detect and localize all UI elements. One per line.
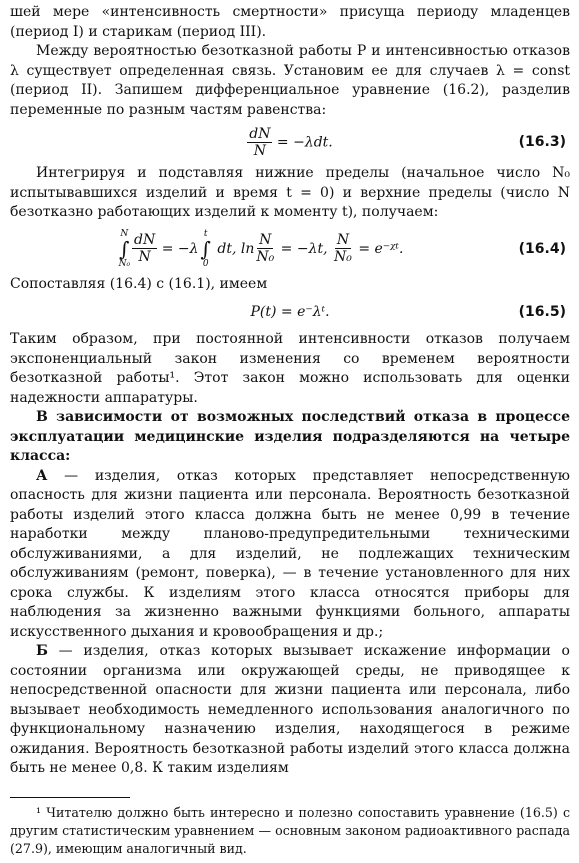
equation-16-4 xyxy=(10,225,570,273)
equation-16-3-label: (16.3) xyxy=(518,134,566,150)
equation-16-4-rest: dt, ln xyxy=(212,240,255,257)
footnote xyxy=(10,804,570,858)
fraction-2-numerator: N xyxy=(259,232,272,248)
integral-1-lower: N₀ xyxy=(118,258,131,269)
paragraph-5: Таким образом, при постоянной интенсивности отказов получаем экспоненциальный закон изменения со временем вероятности безотказной работы¹. Этот закон можно использовать для оценки надежности аппаратуры. xyxy=(10,331,570,406)
equation-16-4-body xyxy=(117,229,404,269)
fraction-3-denominator: N₀ xyxy=(334,249,352,265)
equation-16-4-label: (16.4) xyxy=(518,240,566,257)
equation-16-3 xyxy=(10,122,570,162)
class-b-text: — изделия, отказ которых вызывает искажение информации о состоянии организма или окружающей среды, не приводящее к непосредственной опасности для жизни пациента или персонала, либо вызывает необходимость немедленного использования аналогичного по функциональному назначению изделия, находящегося в режиме ожидания. Вероятность безотказной работы изделий этого класса должна быть не менее 0,8. К таким изделиям xyxy=(10,643,570,776)
integral-2 xyxy=(201,229,211,269)
equation-16-5-body: P(t) = e⁻λᵗ. xyxy=(250,304,330,320)
integral-2-sign: ∫ xyxy=(200,236,211,261)
footnote-divider xyxy=(10,797,130,798)
equation-16-4-rest-3: = e⁻ᵡᵗ. xyxy=(353,240,404,257)
fraction-1-denominator: N xyxy=(138,249,151,265)
fraction-1-numerator: dN xyxy=(134,232,156,248)
document-page xyxy=(10,3,570,858)
equation-16-4-rest-2: = −λt, xyxy=(276,240,332,257)
footnote-text: ¹ Читателю должно быть интересно и полезно сопоставить уравнение (16.5) с другим статистическим уравнением — основным законом радиоактивного распада (27.9), имеющим аналогичный вид. xyxy=(10,804,570,856)
integral-1-sign: ∫ xyxy=(119,236,130,261)
class-b-label: Б xyxy=(36,643,48,659)
equation-16-3-fraction xyxy=(247,126,272,159)
equation-16-4-mid: = −λ xyxy=(157,240,199,257)
paragraph-2: Между вероятностью безотказной работы P и интенсивностью отказов λ существует определенная связь. Установим ее для случаев λ = const (период II). Запишем дифференциальное уравнение (16.2), разделив переменные по разным частям равенства: xyxy=(10,43,570,118)
equation-16-4-fraction-2 xyxy=(254,232,276,265)
equation-16-4-fraction-3 xyxy=(332,232,354,265)
integral-2-lower: 0 xyxy=(202,258,209,269)
equation-16-4-fraction-1 xyxy=(132,232,157,265)
integral-1 xyxy=(119,229,130,269)
equation-16-3-body xyxy=(247,126,333,159)
paragraph-class-a xyxy=(10,467,570,643)
equation-16-3-denominator: N xyxy=(253,142,266,159)
paragraph-3: Интегрируя и подставляя нижние пределы (начальное число N₀ испытывавшихся изделий и время t = 0) и верхние пределы (число N безотказно работающих изделий к моменту t), получаем: xyxy=(10,165,570,220)
equation-16-5-label: (16.5) xyxy=(518,304,566,320)
fraction-2-denominator: N₀ xyxy=(256,249,275,265)
equation-16-5 xyxy=(10,296,570,328)
class-a-text: — изделия, отказ которых представляет непосредственную опасность для жизни пациента или персонала. Вероятность безотказной работы изделий этого класса должна быть не менее 0,99 в течение наработки между планово-предупредительными техническими обслуживаниями, а для изделий, не подлежащих техническим обслуживаниям (ремонт, поверка), — в течение установленного для них срока службы. К изделиям этого класса относятся приборы для наблюдения за жизненно важными функциями больного, аппараты искусственного дыхания и кровообращения и др.; xyxy=(10,467,570,640)
paragraph-6: В зависимости от возможных последствий отказа в процессе эксплуатации медицинские изделия подразделяются на четыре класса: xyxy=(10,409,570,464)
class-a-label: А xyxy=(36,467,48,484)
paragraph-class-b xyxy=(10,642,570,779)
fraction-3-numerator: N xyxy=(336,232,350,248)
integral-2-upper: t xyxy=(203,228,208,239)
paragraph-4: Сопоставляя (16.4) с (16.1), имеем xyxy=(10,275,268,292)
equation-16-3-numerator: dN xyxy=(249,125,271,142)
paragraph-1: шей мере «интенсивность смертности» присуща периоду младенцев (период I) и старикам (период III). xyxy=(10,4,570,40)
integral-1-upper: N xyxy=(120,228,129,239)
equation-16-3-rhs: = −λdt. xyxy=(276,134,333,150)
